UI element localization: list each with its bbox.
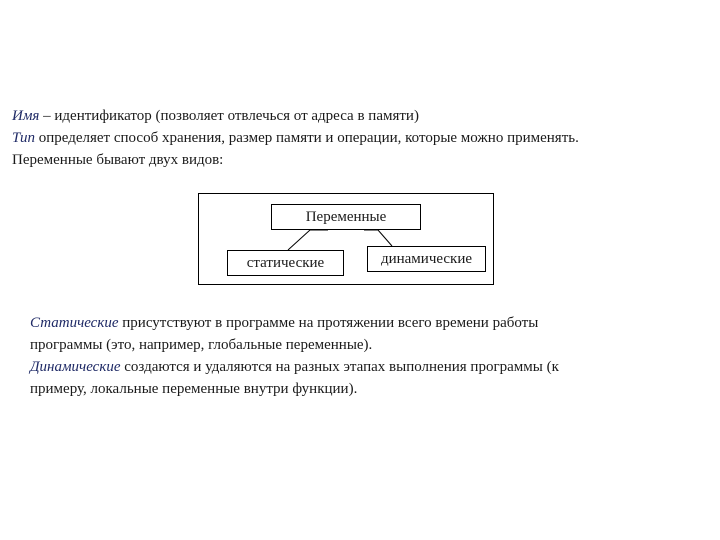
diagram-root-node [271,204,421,230]
variable-kinds-intro: Переменные бывают двух видов: [12,152,224,168]
term-name: Имя [12,108,40,124]
diagram-dynamic-node [367,246,486,272]
static-explanation-line1 [30,316,538,331]
connector-right [364,230,392,246]
diagram-root-label: Переменные [305,209,387,225]
dynamic-explanation-line1 [30,360,559,375]
diagram-dynamic-label: динамические [380,251,473,267]
term-static: Статические [30,315,119,331]
definition-name-text: – идентификатор (позволяет отвлечься от адреса в памяти) [39,108,419,124]
connector-left [288,230,328,250]
dynamic-explanation-line2: примеру, локальные переменные внутри функции). [30,381,358,397]
diagram-static-node [227,250,344,276]
diagram-static-label: статические [246,255,325,271]
dynamic-explanation-text1: создаются и удаляются на разных этапах выполнения программы (к [120,359,559,375]
static-explanation-text1: присутствуют в программе на протяжении всего времени работы [118,315,539,331]
definition-type-text: определяет способ хранения, размер памяти и операции, которые можно применять. [34,130,579,146]
static-explanation-line2: программы (это, например, глобальные переменные). [30,337,373,353]
term-dynamic: Динамические [30,359,121,375]
term-type: Тип [12,130,35,146]
